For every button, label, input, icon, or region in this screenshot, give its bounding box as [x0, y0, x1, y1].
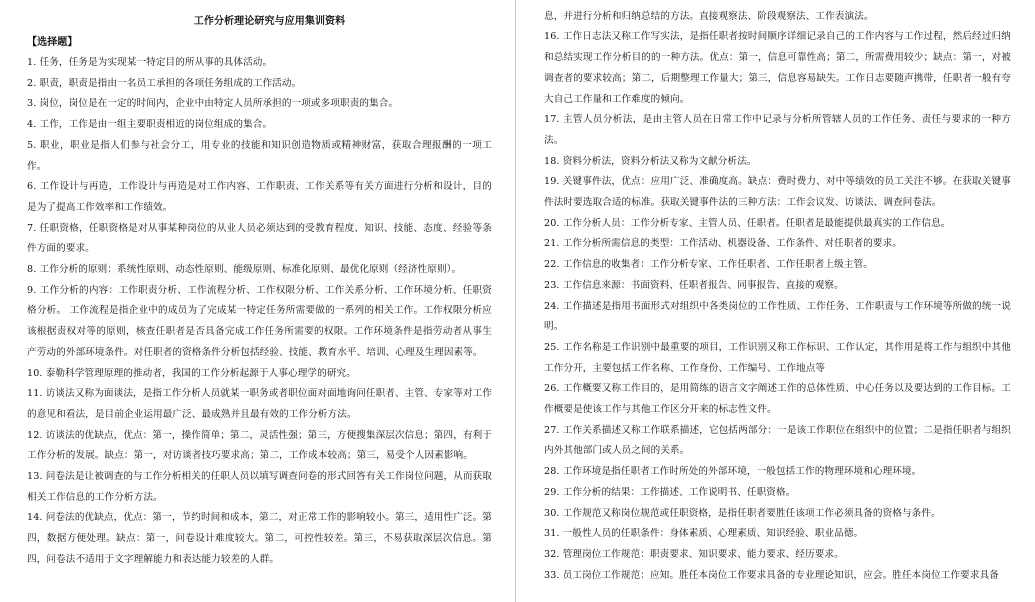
list-item: 24. 工作描述是指用书面形式对组织中各类岗位的工作性质、工作任务、工作职责与工作环境等所做的统一说明。	[544, 300, 1011, 333]
left-page	[0, 0, 516, 602]
list-item: 21. 工作分析所需信息的类型：工作活动、机器设备、工作条件、对任职者的要求。	[544, 238, 902, 250]
list-item: 14. 问卷法的优缺点，优点：第一，节约时间和成本，第二，对正常工作的影响较小。第三，适用性广泛。第四，数据方便处理。缺点：第一，问卷设计难度较大。第二，可控性较差。第三，不易获取深层次信息。第四，问卷法不适用于文字理解能力和表达能力较差的人群。	[27, 512, 492, 565]
list-item: 18. 资料分析法，资料分析法又称为文献分析法。	[544, 155, 757, 167]
list-item: 6. 工作设计与再造，工作设计与再造是对工作内容、工作职责、工作关系等有关方面进行分析和设计，目的是为了提高工作效率和工作绩效。	[27, 181, 492, 213]
list-item: 33. 员工岗位工作规范：应知。胜任本岗位工作要求具备的专业理论知识，应会。胜任本岗位工作要求具备	[544, 569, 999, 581]
right-page	[518, 0, 1035, 602]
list-item: 1. 任务，任务是为实现某一特定目的所从事的具体活动。	[27, 57, 273, 68]
list-item: 4. 工作，工作是由一组主要职责相近的岗位组成的集合。	[27, 119, 273, 131]
list-item: 17. 主管人员分析法，是由主管人员在日常工作中记录与分析所管辖人员的工作任务、责任与要求的一种方法。	[544, 114, 1011, 146]
page-divider	[515, 0, 516, 602]
list-item: 8. 工作分析的原则：系统性原则、动态性原则、能级原则、标准化原则、最优化原则（经济性原则）。	[27, 264, 462, 276]
section-heading: 【选择题】	[27, 37, 78, 48]
list-item: 2. 职责，职责是指由一名员工承担的各项任务组成的工作活动。	[27, 77, 302, 89]
list-item: 7. 任职资格，任职资格是对从事某种岗位的从业人员必须达到的受教育程度、知识、技能、态度、经验等条件方面的要求。	[27, 222, 492, 255]
list-item: 12. 访谈法的优缺点，优点：第一，操作简单；第二，灵活性强；第三，方便搜集深层次信息；第四，有利于工作分析的发展。缺点：第一，对访谈者技巧要求高；第二，工作成本较高；第三，易受个人因素影响。	[27, 429, 492, 462]
left-item-list	[27, 53, 492, 571]
list-item: 3. 岗位，岗位是在一定的时间内，企业中由特定人员所承担的一项或多项职责的集合。	[27, 98, 399, 110]
list-item: 13. 问卷法是让被调查的与工作分析相关的任职人员以填写调查问卷的形式回答有关工作岗位问题，从而获取相关工作信息的工作分析方法。	[27, 471, 492, 503]
list-item: 19. 关键事件法，优点：应用广泛、准确度高。缺点：费时费力、对中等绩效的员工关注不够。在获取关键事件法时要选取合适的标准。获取关键事件法的三种方法：工作会议发、访谈法、调查问卷法。	[544, 176, 1011, 209]
list-item: 23. 工作信息来源：书面资料、任职者报告、同事报告、直接的观察。	[544, 279, 844, 291]
list-item: 31. 一般性人员的任职条件：身体素质、心理素质、知识经验、职业品德。	[544, 528, 864, 540]
list-item: 20. 工作分析人员：工作分析专家、主管人员、任职者。任职者是最能提供最真实的工作信息。	[544, 217, 951, 229]
document-title: 工作分析理论研究与应用集训资料	[193, 16, 346, 27]
list-item: 22. 工作信息的收集者：工作分析专家、工作任职者、工作任职者上级主管。	[544, 259, 873, 271]
list-item: 29. 工作分析的结果：工作描述、工作说明书、任职资格。	[544, 486, 796, 498]
list-item: 16. 工作日志法又称工作写实法，是指任职者按时间顺序详细记录自己的工作内容与工作过程，然后经过归纳和总结实现工作分析目的的一种方法。优点：第一，信息可靠性高；第二，所需费用较少；缺点：第一，对被调查者的要求较高；第二，后期整理工作量大；第三，信息容易缺失。工作日志要随声携带，任职者一般有夸大自己工作量和工作难度的倾向。	[544, 31, 1011, 105]
list-item: 10. 泰勒科学管理原理的推动者，我国的工作分析起源于人事心理学的研究。	[27, 367, 356, 379]
list-item: 26. 工作概要又称工作目的，是用简练的语言文字阐述工作的总体性质、中心任务以及要达到的工作目标。工作概要是使该工作与其他工作区分开来的标志性文件。	[544, 383, 1011, 416]
list-item: 27. 工作关系描述又称工作联系描述，它包括两部分：一是该工作职位在组织中的位置；二是指任职者与组织内外其他部门或人员之间的关系。	[544, 424, 1011, 457]
list-item: 11. 访谈法又称为面谈法，是指工作分析人员就某一职务或者职位面对面地询问任职者、主管、专家等对工作的意见和看法，是目前企业运用最广泛、最成熟并且最有效的工作分析方法。	[27, 388, 492, 420]
list-item: 息，并进行分析和归纳总结的方法。直接观察法、阶段观察法、工作表演法。	[544, 10, 874, 22]
list-item: 5. 职业，职业是指人们参与社会分工，用专业的技能和知识创造物质或精神财富，获取合理报酬的一项工作。	[27, 139, 492, 172]
list-item: 9. 工作分析的内容：工作职责分析、工作流程分析、工作权限分析、工作关系分析、工作环境分析、任职资格分析。 工作流程是指企业中的成员为了完成某一特定任务所需要做的一系列的相关工作。工作权限分析应该根据责权对等的原则，核查任职者是否具备完成工作任务所需要的权限。工作环境条件是指劳动者从事生产劳动的外部环境条件。对任职者的资格条件分析包括经验、技能、教育水平、培训、心理及生理因素等。	[27, 284, 492, 358]
list-item: 32. 管理岗位工作规范：职责要求、知识要求、能力要求、经历要求。	[544, 548, 844, 560]
list-item: 25. 工作名称是工作识别中最重要的项目，工作识别又称工作标识、工作认定，其作用是将工作与组织中其他工作分开，主要包括工作名称、工作身份、工作编号、工作地点等	[544, 341, 1011, 374]
list-item: 28. 工作环境是指任职者工作时所处的外部环境，一般包括工作的物理环境和心理环境。	[544, 466, 922, 478]
right-item-list	[544, 0, 1011, 586]
list-item: 30. 工作规范又称岗位规范或任职资格，是指任职者要胜任该项工作必须具备的资格与条件。	[544, 507, 941, 519]
